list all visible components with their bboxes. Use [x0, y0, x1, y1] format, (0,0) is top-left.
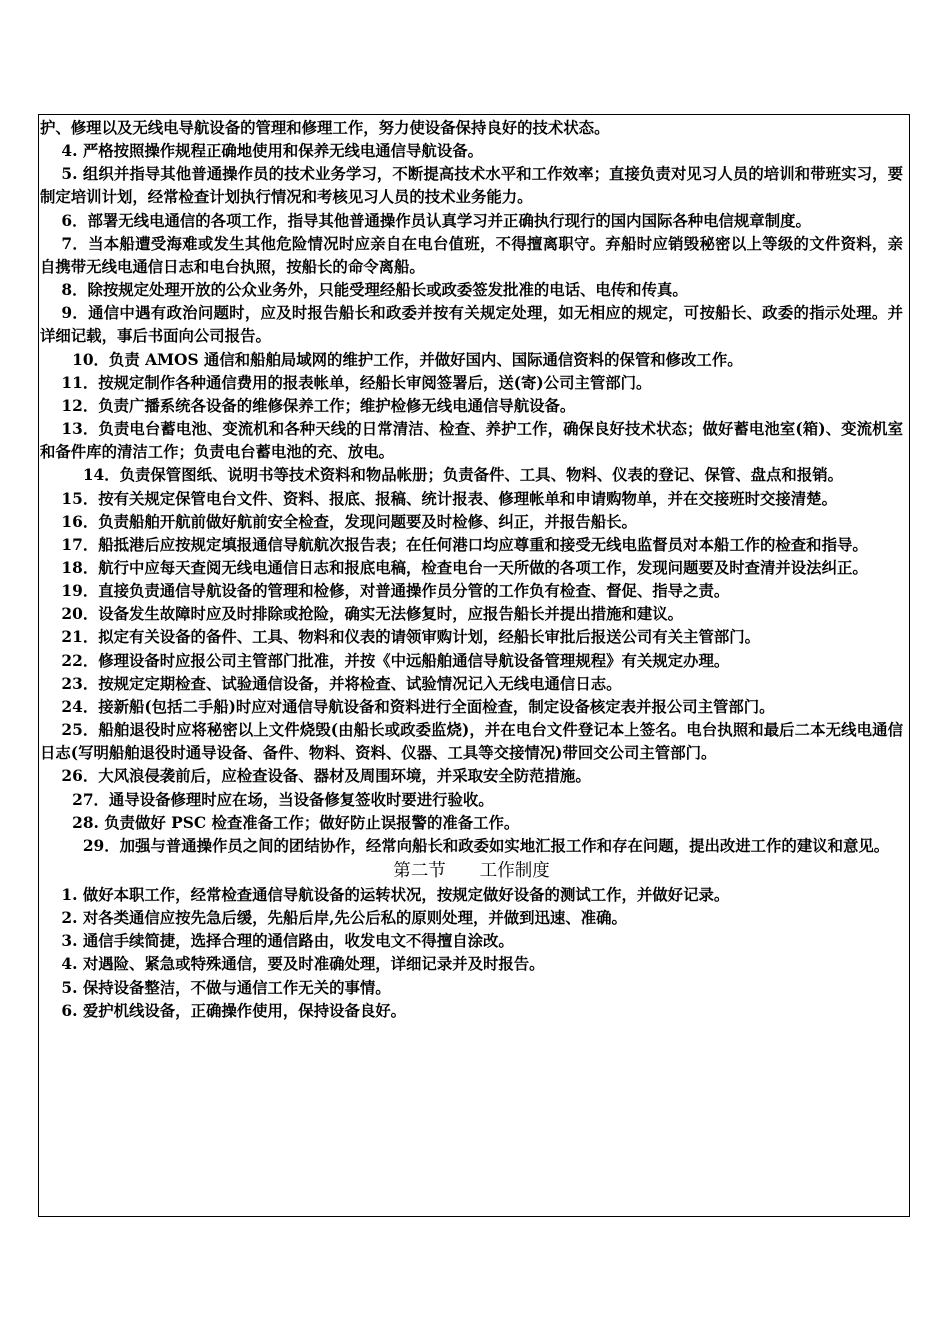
rule-item: 3. 通信手续简捷，选择合理的通信路由，收发电文不得擅自涂改。: [61, 932, 514, 951]
duty-item: 23．按规定定期检查、试验通信设备，并将检查、试验情况记入无线电通信日志。: [61, 674, 622, 693]
rule-item: 4. 对遇险、紧急或特殊通信，要及时准确处理，详细记录并及时报告。: [61, 955, 545, 974]
duty-item: 20．设备发生故障时应及时排除或抢险，确实无法修复时，应报告船长并提出措施和建议。: [61, 605, 684, 624]
duty-item: 9．通信中遇有政治问题时，应及时报告船长和政委并按有关规定处理，如无相应的规定，可按船长、政委的指示处理。并详细记载，事后书面向公司报告。: [40, 304, 903, 346]
duty-item: 18．航行中应每天查阅无线电通信日志和报底电稿，检查电台一天所做的各项工作，发现问题要及时查清并设法纠正。: [61, 558, 868, 577]
duty-item: 29．加强与普通操作员之间的团结协作，经常向船长和政委如实地汇报工作和存在问题，提出改进工作的建议和意见。: [82, 836, 890, 855]
duty-item: 10．负责 AMOS 通信和船舶局域网的维护工作，并做好国内、国际通信资料的保管和修改工作。: [72, 350, 743, 369]
section-title: 工作制度: [479, 861, 550, 881]
duty-item: 12．负责广播系统各设备的维修保养工作；维护检修无线电通信导航设备。: [61, 396, 576, 415]
duty-item: 16．负责船舶开航前做好航前安全检查，发现问题要及时检修、纠正，并报告船长。: [61, 512, 637, 531]
rule-item: 1. 做好本职工作，经常检查通信导航设备的运转状况，按规定做好设备的测试工作，并做好记录。: [61, 886, 730, 904]
duty-item: 11．按规定制作各种通信费用的报表帐单，经船长审阅签署后，送(寄)公司主管部门。: [61, 373, 652, 392]
duty-item: 21．拟定有关设备的备件、工具、物料和仪表的请领审购计划，经船长审批后报送公司有关主管部门。: [61, 628, 761, 647]
document-page: [38, 114, 910, 1217]
duty-item: 6．部署无线电通信的各项工作，指导其他普通操作员认真学习并正确执行现行的国内国际各种电信规章制度。: [61, 211, 811, 230]
rule-item: 5. 保持设备整洁，不做与通信工作无关的事情。: [61, 978, 391, 997]
duty-item: 28. 负责做好 PSC 检查准备工作；做好防止误报警的准备工作。: [72, 813, 520, 832]
rules-list: [40, 884, 903, 1023]
duty-item: 27．通导设备修理时应在场，当设备修复签收时要进行验收。: [72, 790, 494, 809]
duty-item: 24．接新船(包括二手船)时应对通信导航设备和资料进行全面检查，制定设备核定表并报公司主管部门。: [61, 697, 775, 716]
duty-item: 19．直接负责通信导航设备的管理和检修，对普通操作员分管的工作负有检查、督促、指导之责。: [61, 582, 730, 601]
duty-item: 5. 组织并指导其他普通操作员的技术业务学习，不断提高技术水平和工作效率；直接负责对见习人员的培训和带班实习，要制定培训计划，经常检查计划执行情况和考核见习人员的技术业务能力。: [40, 165, 903, 207]
rule-item: 2. 对各类通信应按先急后缓，先船后岸,先公后私的原则处理，并做到迅速、准确。: [61, 909, 627, 928]
duty-item: 22．修理设备时应报公司主管部门批准，并按《中远船舶通信导航设备管理规程》有关规定办理。: [61, 651, 730, 670]
duty-item: 17．船抵港后应按规定填报通信导航航次报告表；在任何港口均应尊重和接受无线电监督员对本船工作的检查和指导。: [61, 535, 868, 554]
duty-item: 26．大风浪侵袭前后，应检查设备、器材及周围环境，并采取安全防范措施。: [61, 767, 591, 786]
section-number: 第二节: [393, 861, 446, 881]
duty-item: 25．船舶退役时应将秘密以上文件烧毁(由船长或政委监烧)，并在电台文件登记本上签名。电台执照和最后二本无线电通信日志(写明船舶退役时通导设备、备件、物料、资料、仪器、工具等交接情况)带回交公司主管部门。: [40, 721, 903, 763]
duty-item: 7．当本船遭受海难或发生其他危险情况时应亲自在电台值班，不得擅离职守。弃船时应销毁秘密以上等级的文件资料，亲自携带无线电通信日志和电台执照，按船长的命令离船。: [40, 234, 903, 276]
duty-item: 8．除按规定处理开放的公众业务外，只能受理经船长或政委签发批准的电话、电传和传真。: [61, 281, 688, 300]
duty-item: 4. 严格按照操作规程正确地使用和保养无线电通信导航设备。: [61, 142, 483, 161]
duty-item: 14．负责保管图纸、说明书等技术资料和物品帐册；负责备件、工具、物料、仪表的登记、保管、盘点和报销。: [82, 466, 843, 485]
duty-item: 护、修理以及无线电导航设备的管理和修理工作，努力使设备保持良好的技术状态。: [40, 119, 610, 137]
duty-item: 15．按有关规定保管电台文件、资料、报底、报稿、统计报表、修理帐单和申请购物单，并在交接班时交接清楚。: [61, 489, 837, 508]
rule-item: 6. 爱护机线设备，正确操作使用，保持设备良好。: [61, 1001, 407, 1020]
section-heading: [40, 858, 903, 884]
duties-list: [40, 117, 903, 858]
duty-item: 13．负责电台蓄电池、变流机和各种天线的日常清洁、检查、养护工作，确保良好技术状态；做好蓄电池室(箱)、变流机室和备件库的清洁工作；负责电台蓄电池的充、放电。: [40, 420, 903, 462]
